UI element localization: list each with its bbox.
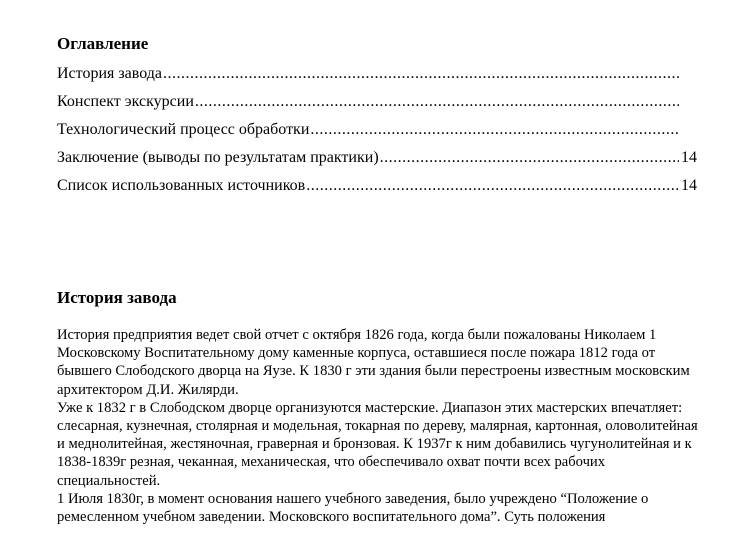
toc-entry-label: Конспект экскурсии <box>57 93 194 110</box>
toc-dot-leader <box>380 148 679 168</box>
toc-entry-label: История завода <box>57 65 163 82</box>
toc-entry-sources[interactable] <box>57 176 697 204</box>
paragraph: Уже к 1832 г в Слободском дворце организуются мастерские. Диапазон этих мастерских впечатляет: слесарная, кузнечная, столярная и модельная, токарная по дереву, малярная, картонная, оловолитейная и меднолитейная, жестяночная, граверная и бронзовая. К 1937г к ним добавились чугунолитейная и к 1838-1839г резная, чеканная, механическая, что обеспечивало охват почти всех рабочих специальностей. <box>57 399 698 489</box>
toc-entry-label: Список использованных источников <box>57 177 306 194</box>
paragraph: История предприятия ведет свой отчет с октября 1826 года, когда были пожалованы Николаем 1 Московскому Воспитательному дому каменные корпуса, оставшиеся после пожара 1812 года от бывшего Слободского дворца на Яузе. К 1830 г эти здания были перестроены известным московским архитектором Д.И. Жилярди. <box>57 327 690 398</box>
toc-entry-history[interactable] <box>57 64 697 92</box>
paragraph: 1 Июля 1830г, в момент основания нашего учебного заведения, было учреждено “Положение о ремесленном учебном заведении. Московского воспитательного дома”. Суть положения <box>57 490 649 526</box>
toc-dot-leader <box>195 92 679 112</box>
toc-entry-label: Технологический процесс обработки <box>57 121 310 138</box>
section-heading-history: История завода <box>57 288 177 307</box>
toc-entry-process[interactable] <box>57 120 697 148</box>
toc-dot-leader <box>310 120 679 140</box>
toc-entry-page: 14 <box>681 149 697 166</box>
toc-dot-leader <box>306 176 679 196</box>
section-body <box>57 326 702 526</box>
toc-dot-leader <box>163 64 679 84</box>
toc-entry-label: Заключение (выводы по результатам практики) <box>57 149 379 166</box>
toc-entry-excursion[interactable] <box>57 92 697 120</box>
toc-entry-page: 14 <box>681 177 697 194</box>
toc-entry-conclusion[interactable] <box>57 148 697 176</box>
table-of-contents <box>57 64 697 204</box>
toc-heading: Оглавление <box>57 34 149 53</box>
